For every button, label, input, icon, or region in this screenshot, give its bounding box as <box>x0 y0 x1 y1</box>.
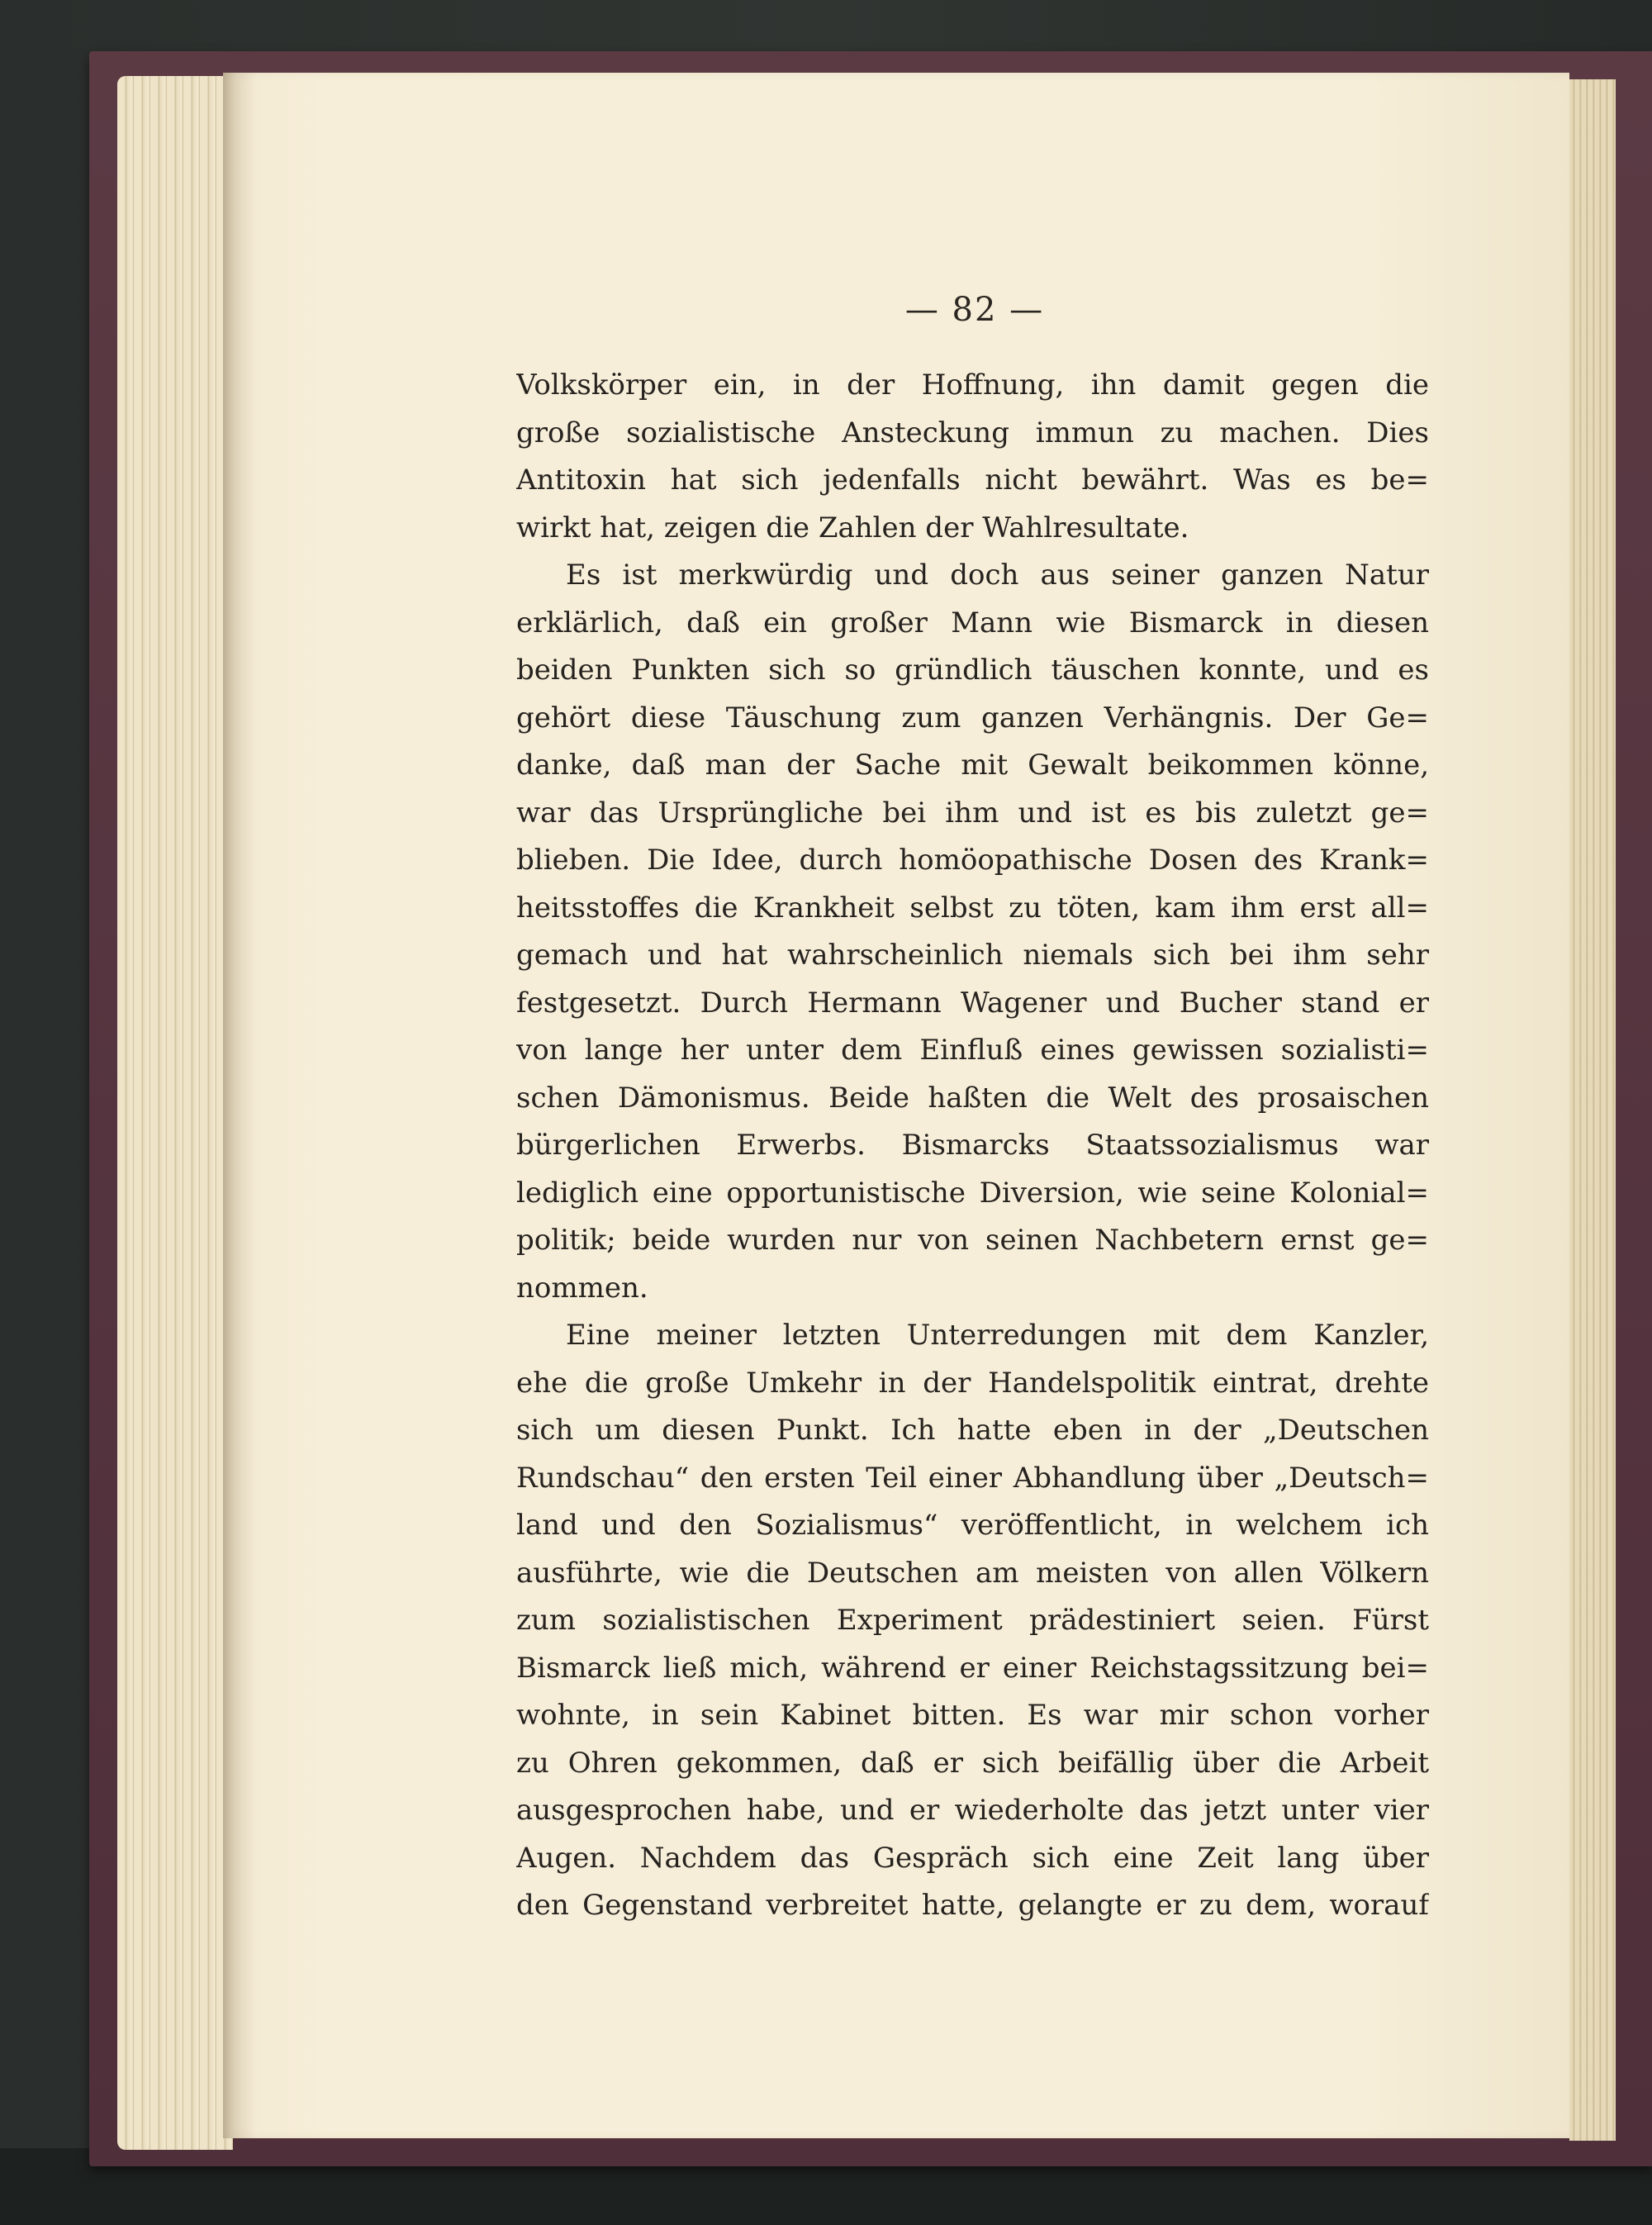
page-number: — 82 — <box>904 291 1045 329</box>
text-line: zu Ohren gekommen, daß er sich beifällig über die Arbeit <box>516 1746 1429 1780</box>
text-line: ausführte, wie die Deutschen am meisten von allen Völkern <box>516 1556 1429 1590</box>
text-line: Volkskörper ein, in der Hoffnung, ihn damit gegen die <box>516 368 1429 402</box>
text-line: Antitoxin hat sich jedenfalls nicht bewährt. Was es be= <box>516 464 1429 497</box>
text-line: Bismarck ließ mich, während er einer Reichstagssitzung bei= <box>516 1651 1429 1685</box>
text-line: Eine meiner letzten Unterredungen mit dem Kanzler, <box>566 1319 1429 1352</box>
text-line: wohnte, in sein Kabinet bitten. Es war mir schon vorher <box>516 1699 1429 1732</box>
text-line: gehört diese Täuschung zum ganzen Verhängnis. Der Ge= <box>516 701 1429 735</box>
text-line: den Gegenstand verbreitet hatte, gelangte er zu dem, worauf <box>516 1889 1429 1922</box>
text-line: ehe die große Umkehr in der Handelspolitik eintrat, drehte <box>516 1366 1429 1400</box>
text-line: erklärlich, daß ein großer Mann wie Bismarck in diesen <box>516 606 1429 639</box>
page-right-edge <box>1569 79 1616 2141</box>
text-line: nommen. <box>516 1271 648 1305</box>
text-line: festgesetzt. Durch Hermann Wagener und Bucher stand er <box>516 986 1429 1020</box>
page-body-text <box>516 362 1429 1930</box>
text-line: lediglich eine opportunistische Diversion, wie seine Kolonial= <box>516 1176 1429 1210</box>
text-line: wirkt hat, zeigen die Zahlen der Wahlresultate. <box>516 511 1189 544</box>
text-line: blieben. Die Idee, durch homöopathische Dosen des Krank= <box>516 844 1429 877</box>
text-line: beiden Punkten sich so gründlich täuschen konnte, und es <box>516 654 1429 687</box>
text-line: sich um diesen Punkt. Ich hatte eben in der „Deutschen <box>516 1414 1429 1447</box>
text-line: war das Ursprüngliche bei ihm und ist es bis zuletzt ge= <box>516 796 1429 830</box>
text-line: Rundschau“ den ersten Teil einer Abhandlung über „Deutsch= <box>516 1461 1429 1495</box>
gutter-shadow <box>223 73 256 2138</box>
text-line: heitsstoffes die Krankheit selbst zu töten, kam ihm erst all= <box>516 891 1429 925</box>
text-line: gemach und hat wahrscheinlich niemals sich bei ihm sehr <box>516 939 1429 972</box>
text-line: land und den Sozialismus“ veröffentlicht, in welchem ich <box>516 1509 1429 1542</box>
text-line: politik; beide wurden nur von seinen Nachbetern ernst ge= <box>516 1224 1429 1257</box>
text-line: von lange her unter dem Einfluß eines gewissen sozialisti= <box>516 1034 1429 1067</box>
text-line: danke, daß man der Sache mit Gewalt beikommen könne, <box>516 749 1429 782</box>
text-line: zum sozialistischen Experiment prädestiniert seien. Fürst <box>516 1604 1429 1637</box>
text-line: schen Dämonismus. Beide haßten die Welt des prosaischen <box>516 1081 1429 1115</box>
page-stack-edges <box>117 76 233 2150</box>
text-line: Augen. Nachdem das Gespräch sich eine Zeit lang über <box>516 1841 1429 1875</box>
text-line: bürgerlichen Erwerbs. Bismarcks Staatssozialismus war <box>516 1129 1429 1162</box>
text-line: große sozialistische Ansteckung immun zu machen. Dies <box>516 416 1429 449</box>
text-line: Es ist merkwürdig und doch aus seiner ganzen Natur <box>566 559 1429 592</box>
text-line: ausgesprochen habe, und er wiederholte das jetzt unter vier <box>516 1794 1429 1827</box>
